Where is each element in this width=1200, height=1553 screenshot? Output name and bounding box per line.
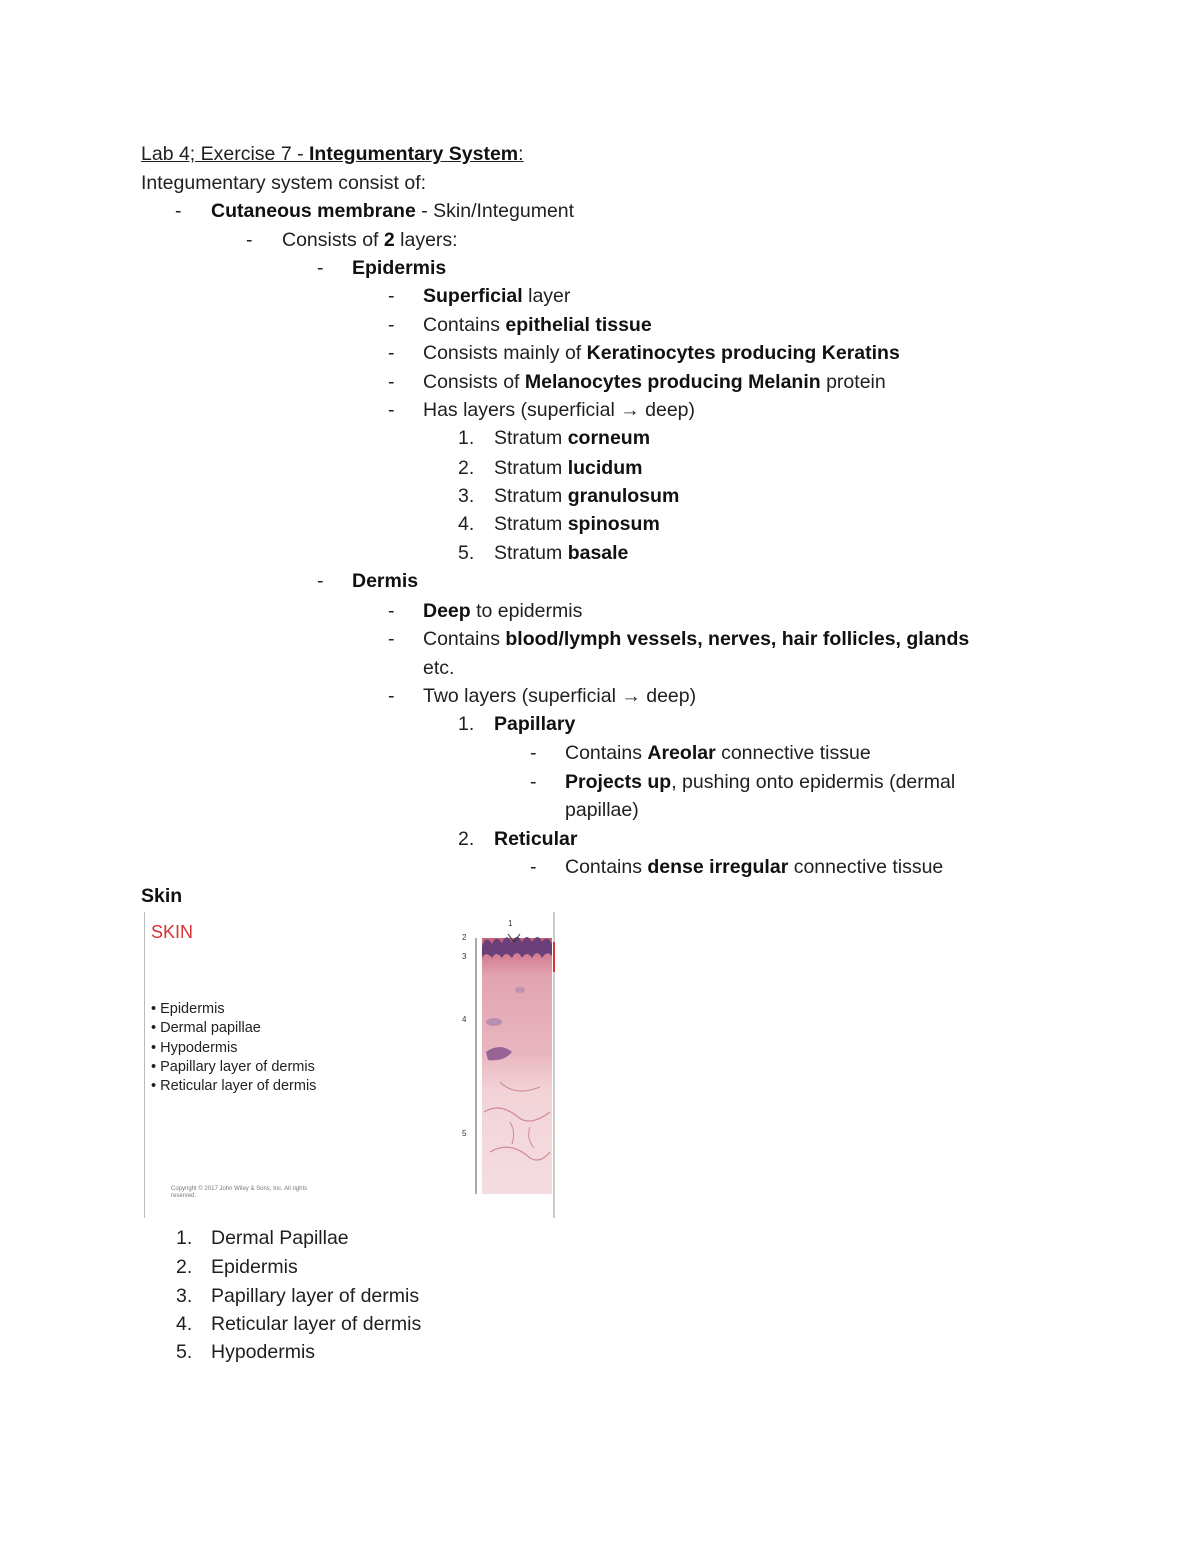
bullet-dash: - — [530, 771, 537, 793]
list-number: 1. — [176, 1227, 193, 1249]
epidermis-line-5: Has layers (superficial → deep) — [423, 399, 696, 421]
consists-line: Consists of 2 layers: — [282, 229, 458, 251]
figure-label: 4 — [462, 1015, 467, 1024]
page-title: Lab 4; Exercise 7 - Integumentary System: — [141, 143, 524, 165]
figure-title: SKIN — [151, 922, 194, 942]
papillary-line-2: Projects up, pushing onto epidermis (dermal — [565, 771, 956, 793]
epidermis-line-2: Contains epithelial tissue — [423, 314, 652, 336]
reticular-line-1: Contains dense irregular connective tissue — [565, 856, 944, 878]
figure-label: 3 — [462, 952, 467, 961]
list-item: Epidermis — [211, 1256, 298, 1278]
epidermis-line-1: Superficial layer — [423, 285, 571, 307]
list-item: Hypodermis — [211, 1341, 316, 1363]
dermis-line-3: Two layers (superficial → deep) — [423, 685, 697, 707]
bullet-dash: - — [388, 342, 395, 364]
figure-bullet: • Hypodermis — [151, 1039, 238, 1056]
figure-bullet: • Reticular layer of dermis — [151, 1078, 317, 1095]
figure-bullet-list — [151, 1000, 316, 1096]
list-item: Stratum lucidum — [494, 457, 643, 479]
bullet-dash: - — [388, 685, 395, 707]
bullet-dash: - — [246, 229, 253, 251]
list-number: 3. — [176, 1285, 193, 1307]
list-number: 2. — [176, 1256, 193, 1278]
figure-label: 1 — [508, 919, 513, 928]
papillary-line-2-cont: papillae) — [565, 799, 639, 821]
list-item: Papillary layer of dermis — [211, 1285, 420, 1307]
figure-bullet: • Epidermis — [151, 1001, 225, 1017]
dermis-line-2: Contains blood/lymph vessels, nerves, hair follicles, glands — [423, 628, 970, 650]
list-item: Stratum corneum — [494, 427, 651, 449]
figure-copyright: Copyright © 2017 John Wiley & Sons, Inc. All rights reserved. — [171, 1186, 308, 1199]
list-number: 4. — [458, 513, 475, 535]
papillary-heading: Papillary — [494, 713, 576, 735]
epidermis-heading: Epidermis — [352, 257, 447, 279]
list-number: 4. — [176, 1313, 193, 1335]
bullet-dash: - — [317, 570, 324, 592]
bullet-dash: - — [388, 371, 395, 393]
skin-figure — [144, 912, 558, 1218]
epidermis-line-3: Consists mainly of Keratinocytes producing Keratins — [423, 342, 900, 364]
list-item: Stratum granulosum — [494, 485, 680, 507]
cutaneous-membrane-line: Cutaneous membrane - Skin/Integument — [211, 200, 575, 222]
epidermis-line-4: Consists of Melanocytes producing Melanin protein — [423, 371, 886, 393]
intro-text: Integumentary system consist of: — [141, 172, 427, 194]
figure-bullet: • Dermal papillae — [151, 1020, 261, 1037]
list-number: 2. — [458, 457, 475, 479]
list-item: Reticular layer of dermis — [211, 1313, 422, 1335]
list-number: 5. — [458, 542, 475, 564]
papillary-line-1: Contains Areolar connective tissue — [565, 742, 871, 764]
skin-micrograph — [460, 912, 556, 1218]
list-item: Stratum basale — [494, 542, 629, 564]
list-number: 2. — [458, 828, 475, 850]
bullet-dash: - — [317, 257, 324, 279]
list-number: 1. — [458, 427, 475, 449]
tissue-section — [482, 938, 552, 1194]
dermis-heading: Dermis — [352, 570, 419, 592]
reticular-heading: Reticular — [494, 828, 578, 850]
figure-label: 5 — [462, 1129, 467, 1138]
skin-heading: Skin — [141, 885, 183, 907]
list-item: Dermal Papillae — [211, 1227, 349, 1249]
bullet-dash: - — [388, 399, 395, 421]
list-number: 5. — [176, 1341, 193, 1363]
bullet-dash: - — [530, 742, 537, 764]
bullet-dash: - — [388, 628, 395, 650]
bullet-dash: - — [530, 856, 537, 878]
list-number: 3. — [458, 485, 475, 507]
bullet-dash: - — [175, 200, 182, 222]
bullet-dash: - — [388, 314, 395, 336]
figure-label: 2 — [462, 933, 467, 942]
figure-bullet: • Papillary layer of dermis — [151, 1058, 315, 1075]
bullet-dash: - — [388, 600, 395, 622]
list-number: 1. — [458, 713, 475, 735]
dermis-line-1: Deep to epidermis — [423, 600, 583, 622]
list-item: Stratum spinosum — [494, 513, 660, 535]
dermis-line-2-cont: etc. — [423, 657, 455, 679]
figure-slide-panel — [144, 912, 445, 1218]
bullet-dash: - — [388, 285, 395, 307]
